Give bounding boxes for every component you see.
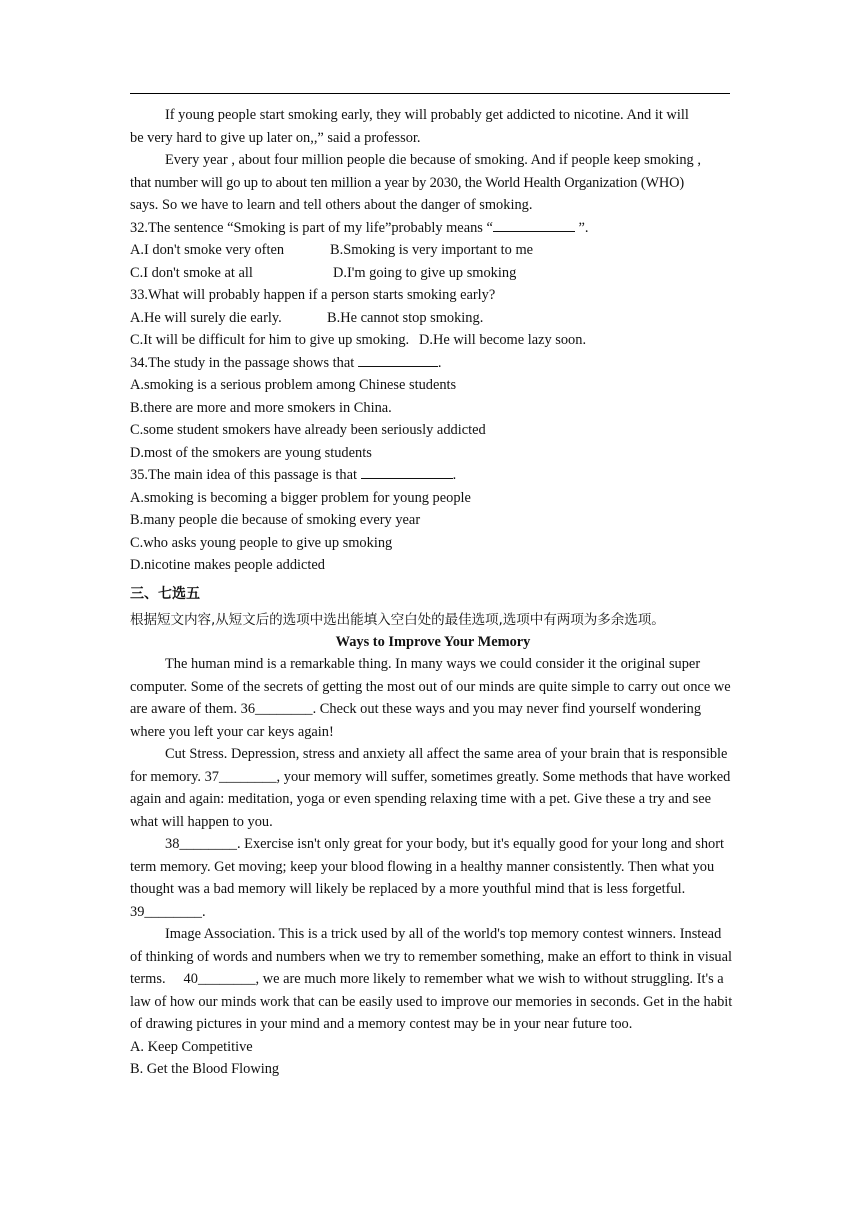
question-35 [130, 464, 736, 487]
question-stem: 34.The study in the passage shows that [130, 354, 358, 371]
option-c: C.some student smokers have already been seriously addicted [130, 422, 486, 438]
options-row [130, 262, 736, 285]
option-c: C.I don't smoke at all [130, 264, 253, 281]
options-row [130, 307, 736, 330]
choice-option-a: A. Keep Competitive [130, 1038, 253, 1055]
section-instruction: 根据短文内容,从短文后的选项中选出能填入空白处的最佳选项,选项中有两项为多余选项。 [130, 611, 665, 628]
memory-paragraph-3: 38________. Exercise isn't only great for your body, but it's equally good for your long and short term memory. Get moving; keep your blood flowing in a healthy manner consistently. Then what you thought was a bad memory will likely be replaced by a more youthful mind that is less forgetful. 39________. [130, 836, 724, 920]
passage-title: Ways to Improve Your Memory [335, 633, 531, 650]
question-stem: 33.What will probably happen if a person starts smoking early? [130, 287, 496, 303]
option-d: D.I'm going to give up smoking [333, 264, 517, 281]
passage-line: be very hard to give up later on,,” said a professor. [130, 129, 421, 146]
question-stem-end: . [437, 354, 442, 371]
choice-option-b: B. Get the Blood Flowing [130, 1061, 280, 1077]
option-a: A.smoking is becoming a bigger problem for young people [130, 489, 471, 506]
option-b: B.there are more and more smokers in China. [130, 399, 392, 416]
question-stem: 35.The main idea of this passage is that [130, 467, 361, 483]
question-34 [130, 352, 736, 375]
option-d: D.He will become lazy soon. [419, 332, 587, 348]
option-a: A.smoking is a serious problem among Chinese students [130, 377, 457, 393]
passage-line: If young people start smoking early, they will probably get addicted to nicotine. And it will [165, 107, 689, 123]
options-row [130, 329, 736, 352]
passage-line: says. So we have to learn and tell others about the danger of smoking. [130, 197, 533, 213]
question-stem-end: . [452, 467, 457, 483]
question-32 [130, 217, 736, 240]
memory-paragraph-2: Cut Stress. Depression, stress and anxiety all affect the same area of your brain that is responsible for memory. 37________, your memory will suffer, sometimes greatly. Some methods that have worked again and again: meditation, yoga or even spending relaxing time with a pet. Give these a try and see what will happen to you. [130, 746, 731, 830]
passage-paragraph-2 [130, 149, 736, 217]
option-d: D.most of the smokers are young students [130, 444, 372, 461]
option-a: A.I don't smoke very often [130, 242, 285, 258]
option-b: B.many people die because of smoking every year [130, 512, 421, 528]
answer-blank [361, 464, 453, 479]
option-b: B.He cannot stop smoking. [327, 309, 484, 326]
page-content [130, 104, 736, 1081]
option-d: D.nicotine makes people addicted [130, 557, 326, 573]
answer-blank [493, 217, 575, 232]
option-c: C.who asks young people to give up smoking [130, 534, 393, 551]
memory-paragraph-4: Image Association. This is a trick used by all of the world's top memory contest winners. Instead of thinking of words and numbers when we try to remember something, make an effort to think in visual terms. 40________, we are much more likely to remember what we wish to without struggling. It's a law of how our minds work that can be easily used to improve our memories in seconds. Get in the habit of drawing pictures in your mind and a memory contest may be in your near future too. [130, 926, 733, 1032]
answer-blank [358, 352, 438, 367]
question-stem-end: ”. [574, 219, 589, 236]
question-33 [130, 284, 736, 307]
question-stem: 32.The sentence “Smoking is part of my life”probably means “ [130, 219, 493, 236]
option-c: C.It will be difficult for him to give up smoking. [130, 332, 410, 348]
memory-paragraph-1: The human mind is a remarkable thing. In many ways we could consider it the original super computer. Some of the secrets of getting the most out of our minds are quite simple to carry out once we are aware of them. 36________. Check out these ways and you may never find yourself wondering where you left your car keys again! [130, 656, 731, 740]
section-heading: 三、七选五 [130, 585, 200, 602]
passage-paragraph-1 [130, 104, 736, 149]
option-b: B.Smoking is very important to me [330, 242, 534, 258]
passage-line: that number will go up to about ten million a year by 2030, the World Health Organization (WHO) [130, 174, 684, 191]
header-rule [130, 93, 730, 94]
options-row [130, 239, 736, 262]
option-a: A.He will surely die early. [130, 309, 282, 326]
passage-line: Every year , about four million people die because of smoking. And if people keep smoking , [165, 152, 701, 168]
